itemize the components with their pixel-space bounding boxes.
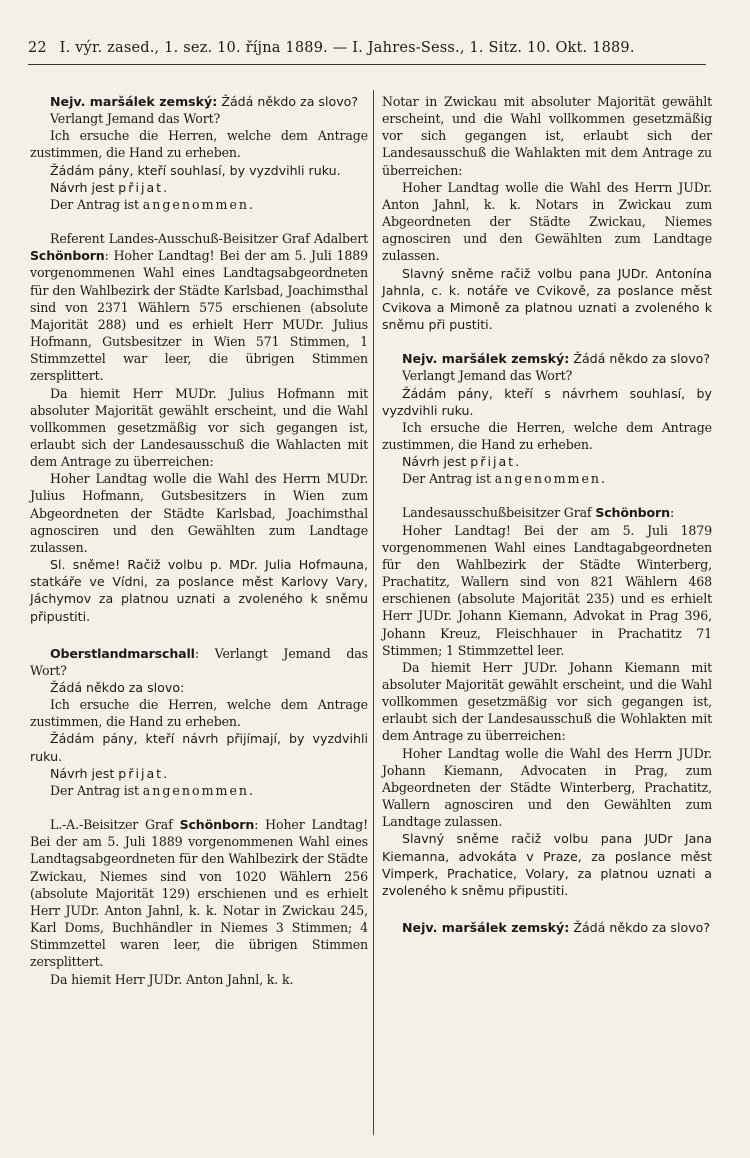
speaker-name: Schönborn — [179, 817, 255, 833]
paragraph: Notar in Zwickau mit absoluter Majorität gewählt erscheint, und die Wahl vollkommen gesetzmäßig vor sich gegangen ist, erlaubt sich der Landesausschuß die Wahlakten mit dem Antrage zu überreichen: — [382, 94, 712, 178]
paragraph: Ich ersuche die Herren, welche dem Antrage zustimmen, die Hand zu erheben. — [30, 697, 368, 730]
paragraph: Da hiemit Herr JUDr. Johann Kiemann mit absoluter Majorität gewählt erscheint, und die Wahl vollkommen gesetzmäßig vor sich gegangen ist, erlaubt sich der Landesausschuß die Wohlakten mit dem Antrage zu überreichen: — [382, 659, 712, 744]
paragraph: Verlangt Jemand das Wort? — [402, 368, 573, 384]
paragraph: Der Antrag ist angenommen. — [402, 471, 608, 487]
paragraph: Da hiemit Herr JUDr. Anton Jahnl, k. k. — [50, 971, 294, 987]
running-header — [28, 40, 698, 56]
right-column — [382, 93, 712, 936]
column-divider — [373, 90, 374, 1135]
paragraph: Ich ersuche die Herren, welche dem Antrage zustimmen, die Hand zu erheben. — [382, 419, 712, 452]
paragraph: Žádám pány, kteří návrh přijímají, by vyzdvihli ruku. — [30, 731, 368, 764]
paragraph: Der Antrag ist angenommen. — [50, 782, 256, 798]
speaker-name: Nejv. maršálek zemský: — [50, 94, 218, 109]
speaker-paragraph: Landesausschußbeisitzer Graf Schönborn: — [402, 505, 675, 521]
speaker-paragraph: Nejv. maršálek zemský: Žádá někdo za slovo? — [50, 94, 359, 109]
paragraph: Hoher Landtag! Bei der am 5. Juli 1879 vorgenommenen Wahl eines Landtagabgeordneten für den Wahlbezirk der Städte Winterberg, Prachatitz, Wallern sind von 821 Wählern 468 erschienen (absolute Majorität 235) und es erhielt Herr JUDr. Johann Kiemann, Advokat in Prag 396, Johann Kreuz, Fleischhauer in Prachatitz 71 Stimmen; 1 Stimmzettel leer. — [382, 522, 712, 658]
paragraph: Návrh jest přijat. — [402, 454, 522, 470]
paragraph: Ich ersuche die Herren, welche dem Antrage zustimmen, die Hand zu erheben. — [30, 128, 368, 161]
speaker-paragraph: Oberstlandmarschall: Verlangt Jemand das Wort? — [30, 645, 368, 678]
header-text: I. výr. zased., 1. sez. 10. října 1889. — I. Jahres-Sess., 1. Sitz. 10. Okt. 1889. — [59, 40, 635, 56]
speaker-name: Oberstlandmarschall — [50, 645, 195, 661]
paragraph: Slavný sněme račiž volbu pana JUDr Jana Kiemanna, advokáta v Praze, za poslance měst Vimperk, Prachatice, Volary, za platnou uznati a zvoleného k sněmu připustiti. — [382, 831, 712, 898]
paragraph: Návrh jest přijat. — [50, 179, 170, 195]
speaker-name: Nejv. maršálek zemský: — [402, 351, 570, 367]
paragraph: Da hiemit Herr MUDr. Julius Hofmann mit absoluter Majorität gewählt erscheint, und die Wahl vollkommen gesetzmäßig vor sich gegangen ist, erlaubt sich der Landesausschuß die Wahlacten mit dem Antrage zu überreichen: — [30, 385, 368, 470]
left-column — [30, 93, 368, 988]
speaker-paragraph: Nejv. maršálek zemský: Žádá někdo za slovo? — [402, 920, 711, 936]
speaker-paragraph: L.-A.-Beisitzer Graf Schönborn: Hoher Landtag! Bei der am 5. Juli 1889 vorgenommenen Wahl eines Landtagsabgeordneten für den Wahlbezirk der Städte Zwickau, Niemes sind von 1020 Wählern 256 (absolute Majorität 129) erschienen und es erhielt Herr JUDr. Anton Jahnl, k. k. Notar in Zwickau 245, Karl Doms, Buchhändler in Niemes 3 Stimmen; 4 Stimmzettel waren leer, die übrigen Stimmen zersplittert. — [30, 817, 368, 970]
header-rule — [28, 64, 706, 65]
speaker-name: Schönborn — [595, 505, 670, 521]
paragraph: Sl. sněme! Račiž volbu p. MDr. Julia Hofmauna, statkáře ve Vídni, za poslance měst Karlovy Vary, Jáchymov za platnou uznati a zvoleného k sněmu připustiti. — [30, 557, 368, 624]
paragraph: Žádá někdo za slovo: — [50, 680, 185, 695]
paragraph: Der Antrag ist angenommen. — [50, 196, 256, 212]
paragraph: Slavný sněme račiž volbu pana JUDr. Antonína Jahnla, c. k. notáře ve Cvikově, za poslance měst Cvikova a Mimoně za platnou uznati a zvoleného k sněmu při pustiti. — [382, 265, 712, 333]
paragraph: Hoher Landtag wolle die Wahl des Herrn JUDr. Johann Kiemann, Advocaten in Prag, zum Abgeordneten der Städte Winterberg, Prachatitz, Wallern agnosciren und den Gewählten zum Landtage zulassen. — [382, 745, 712, 830]
speaker-paragraph: Referent Landes-Ausschuß-Beisitzer Graf Adalbert Schönborn: Hoher Landtag! Bei der am 5. Juli 1889 vorgenommenen Wahl eines Landtagsabgeordneten für den Wahlbezirk der Städte Karlsbad, Joachimsthal sind von 2371 Wählern 575 erschienen (absolute Majorität 288) und es erhielt Herr MUDr. Julius Hofmann, Gutsbesitzer in Wien 571 Stimmen, 1 Stimmzettel war leer, die übrigen Stimmen zersplittert. — [30, 231, 368, 384]
page-number: 22 — [28, 40, 47, 56]
paragraph: Žádám pány, kteří s návrhem souhlasí, by vyzdvihli ruku. — [382, 385, 712, 418]
paragraph: Verlangt Jemand das Wort? — [50, 111, 221, 127]
speaker-paragraph: Nejv. maršálek zemský: Žádá někdo za slovo? — [402, 351, 711, 367]
speaker-name: Nejv. maršálek zemský: — [402, 920, 570, 936]
paragraph: Návrh jest přijat. — [50, 765, 170, 781]
paragraph: Žádám pány, kteří souhlasí, by vyzdvihli ruku. — [50, 162, 341, 178]
speaker-name: Schönborn — [30, 248, 105, 264]
paragraph: Hoher Landtag wolle die Wahl des Herrn MUDr. Julius Hofmann, Gutsbesitzers in Wien zum Abgeordneten der Städte Karlsbad, Joachimsthal agnosciren und den Gewählten zum Landtage zulassen. — [30, 471, 368, 555]
paragraph: Hoher Landtag wolle die Wahl des Herrn JUDr. Anton Jahnl, k. k. Notars in Zwickau zum Abgeordneten der Städte Zwickau, Niemes agnosciren und den Gewählten zum Landtage zulassen. — [382, 179, 712, 264]
